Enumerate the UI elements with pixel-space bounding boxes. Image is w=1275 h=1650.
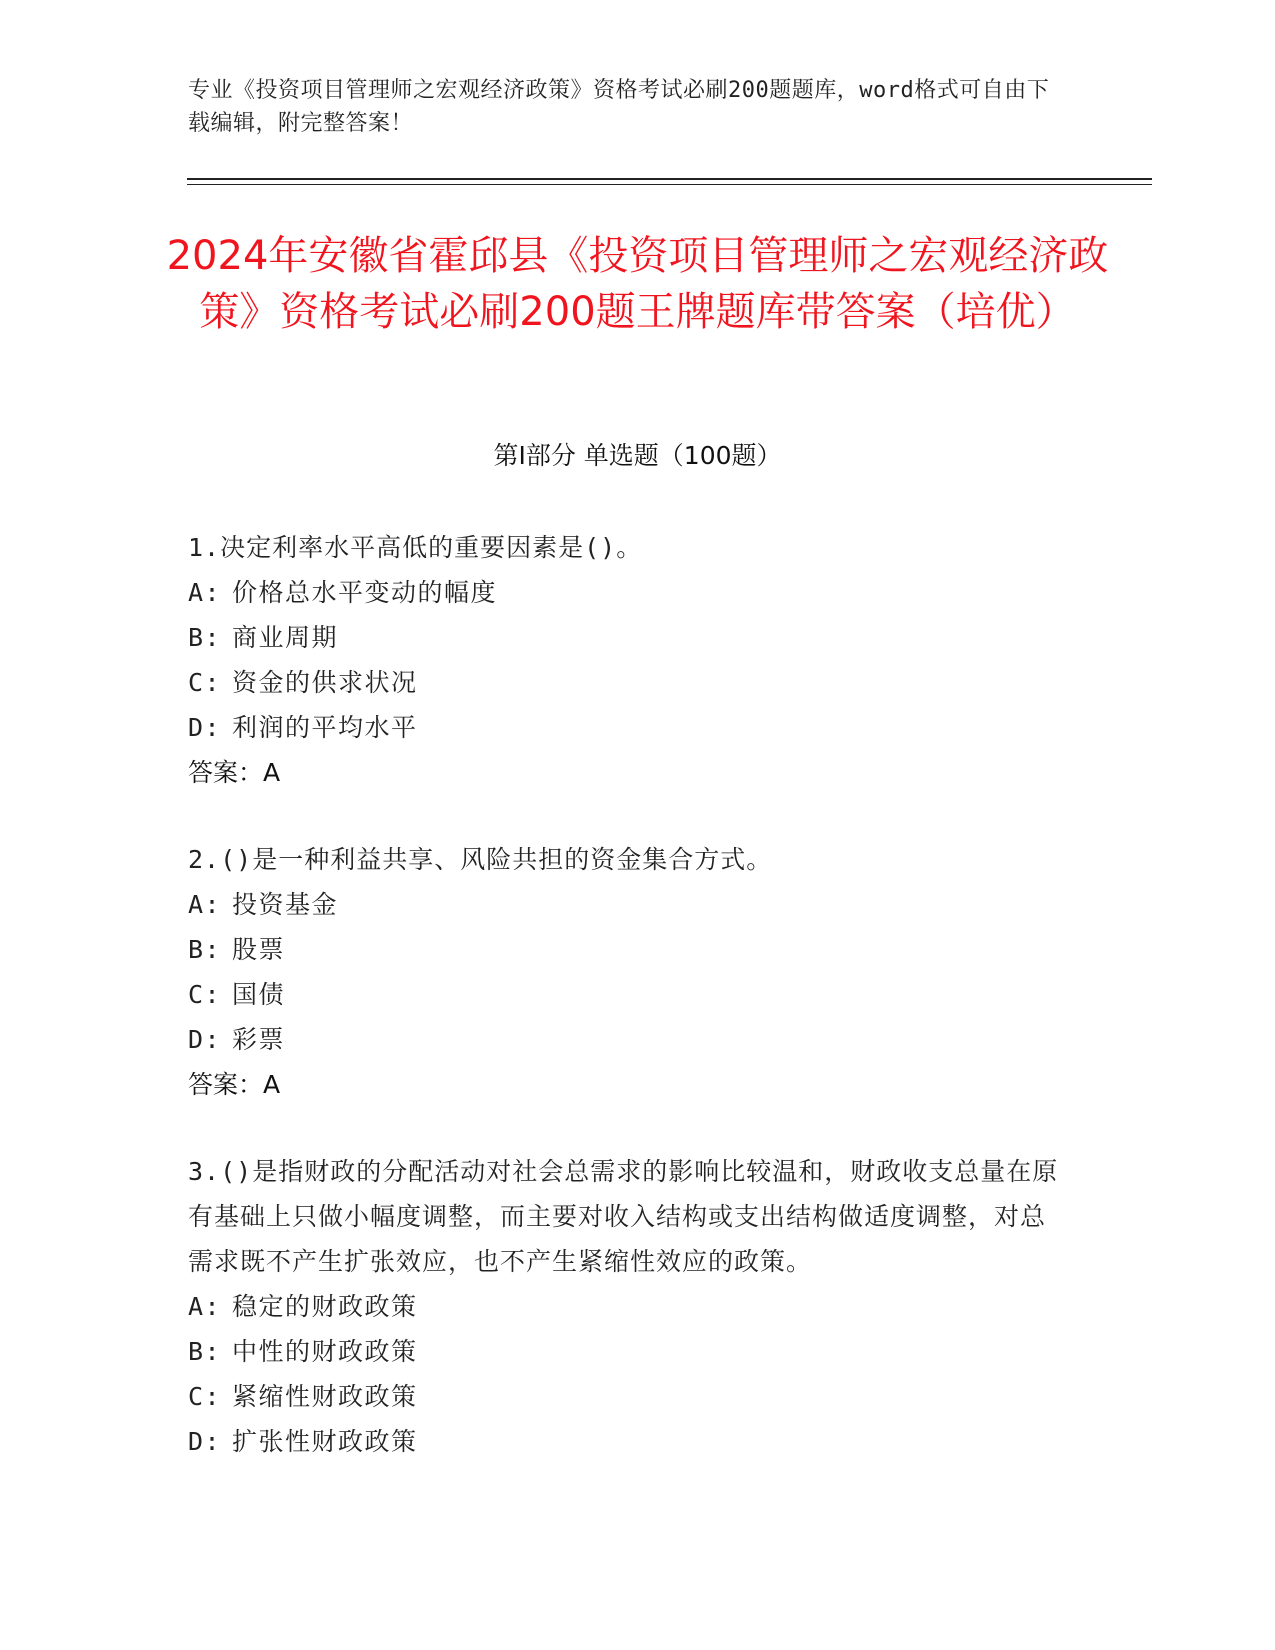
question-stem: 1.决定利率水平高低的重要因素是()。: [188, 533, 643, 562]
option-letter: C:: [188, 980, 222, 1009]
option-letter: B:: [188, 1337, 222, 1366]
header-divider-thin: [187, 184, 1152, 185]
option-letter: C:: [188, 668, 222, 697]
option-text: 股票: [232, 935, 286, 964]
header-divider-thick: [187, 178, 1152, 180]
question-list: [188, 525, 1068, 1506]
question-item: [188, 525, 1068, 795]
option-b: [188, 927, 1068, 972]
option-letter: D:: [188, 1025, 222, 1054]
option-a: [188, 1284, 1068, 1329]
option-text: 扩张性财政政策: [232, 1427, 418, 1456]
option-text: 资金的供求状况: [232, 668, 418, 697]
option-letter: D:: [188, 713, 222, 742]
option-text: 商业周期: [232, 623, 339, 652]
question-stem: 2.()是一种利益共享、风险共担的资金集合方式。: [188, 845, 773, 874]
option-d: [188, 1419, 1068, 1464]
header-note: 专业《投资项目管理师之宏观经济政策》资格考试必刷200题题库，word格式可自由下载编辑，附完整答案！: [188, 78, 1050, 136]
option-letter: B:: [188, 623, 222, 652]
option-letter: B:: [188, 935, 222, 964]
answer-line: 答案：A: [188, 1070, 281, 1099]
option-b: [188, 615, 1068, 660]
option-a: [188, 570, 1068, 615]
option-c: [188, 660, 1068, 705]
option-text: 彩票: [232, 1025, 286, 1054]
option-letter: A:: [188, 1292, 222, 1321]
option-d: [188, 1017, 1068, 1062]
option-text: 中性的财政政策: [232, 1337, 418, 1366]
option-text: 价格总水平变动的幅度: [232, 578, 498, 607]
option-letter: A:: [188, 578, 222, 607]
answer-line: 答案：A: [188, 758, 281, 787]
question-item: [188, 837, 1068, 1107]
option-a: [188, 882, 1068, 927]
question-item: [188, 1149, 1068, 1464]
option-b: [188, 1329, 1068, 1374]
option-text: 国债: [232, 980, 286, 1009]
option-text: 紧缩性财政政策: [232, 1382, 418, 1411]
document-title: 2024年安徽省霍邱县《投资项目管理师之宏观经济政策》资格考试必刷200题王牌题库带答案（培优）: [166, 233, 1109, 335]
question-stem: 3.()是指财政的分配活动对社会总需求的影响比较温和，财政收支总量在原有基础上只做小幅度调整，而主要对收入结构或支出结构做适度调整，对总需求既不产生扩张效应，也不产生紧缩性效应的政策。: [188, 1157, 1059, 1276]
option-letter: C:: [188, 1382, 222, 1411]
option-text: 利润的平均水平: [232, 713, 418, 742]
option-letter: D:: [188, 1427, 222, 1456]
option-c: [188, 972, 1068, 1017]
option-text: 稳定的财政政策: [232, 1292, 418, 1321]
option-c: [188, 1374, 1068, 1419]
option-text: 投资基金: [232, 890, 339, 919]
option-d: [188, 705, 1068, 750]
section-heading: 第Ⅰ部分 单选题（100题）: [493, 441, 782, 470]
option-letter: A:: [188, 890, 222, 919]
